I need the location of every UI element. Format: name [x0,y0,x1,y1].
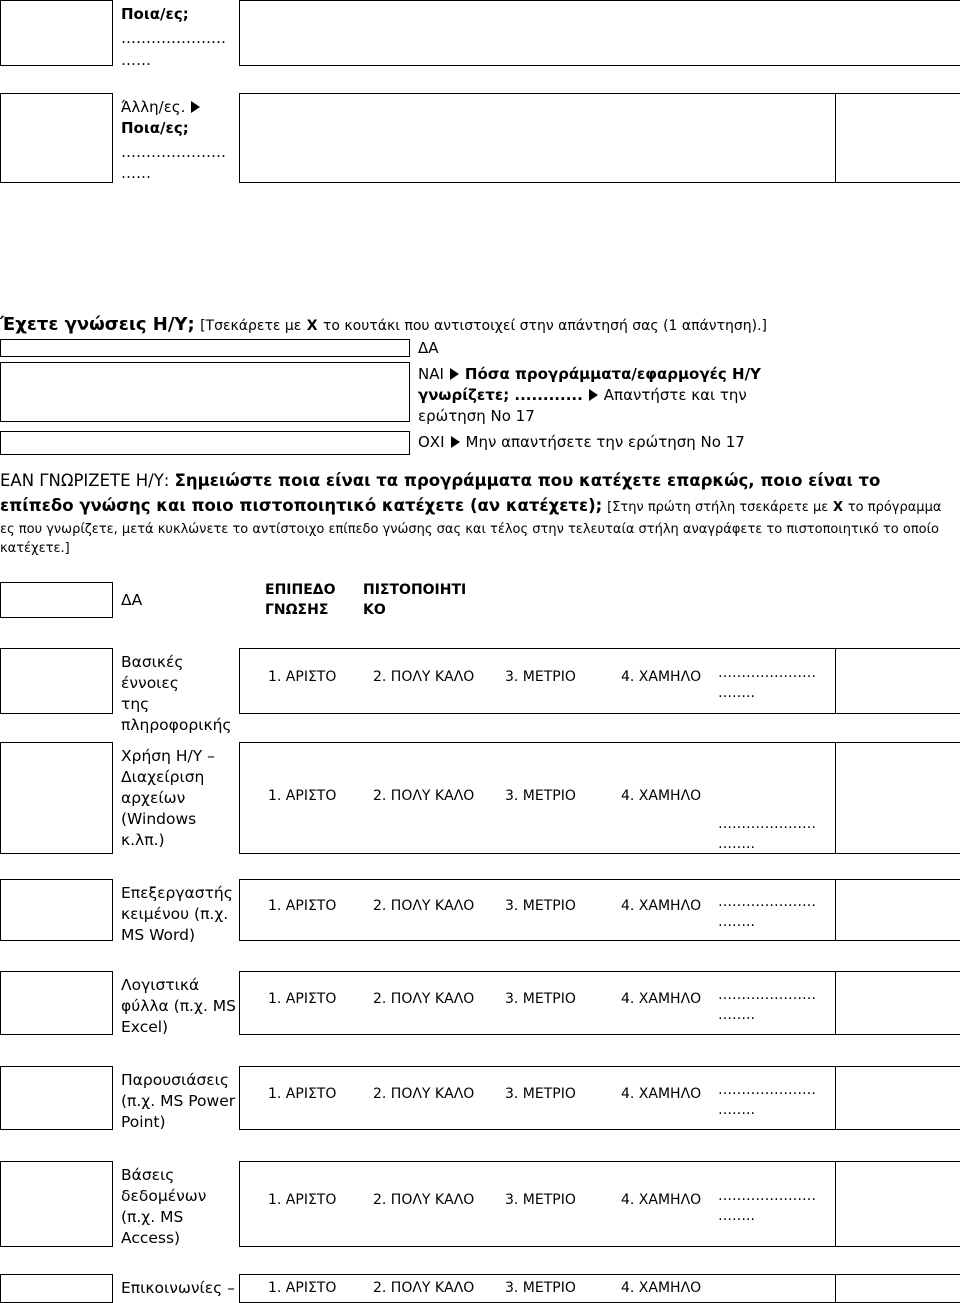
row-label-line: αρχείων [121,789,186,807]
row-label-line: Excel) [121,1018,169,1036]
row-label-line: κ.λπ.) [121,831,165,849]
other-right-box-left [239,93,240,183]
row-right-box [239,1066,960,1130]
other-dots-2: …… [121,164,151,182]
row-label-line: MS Word) [121,926,196,944]
row-label [121,883,239,946]
cert-field-dots[interactable]: ………………… [718,894,816,910]
cert-field-dots-2: …….. [718,1007,755,1023]
other-cert-cell-left [835,93,836,183]
arrow-right-icon [191,101,200,113]
row-checkbox[interactable] [0,1066,113,1130]
row-label [121,1165,239,1249]
level-2-option[interactable]: 2. ΠΟΛΥ ΚΑΛΟ [373,1192,475,1208]
row-label-line: Επεξεργαστής [121,884,233,902]
header-level-1: ΕΠΙΠΕΔΟ [265,582,336,598]
yes-option-line2: γνωρίζετε; ............ Απαντήστε και την [418,386,747,404]
cert-field-dots[interactable]: ………………… [718,987,816,1003]
cert-field-dots[interactable]: ………………… [718,816,816,832]
checkbox-other[interactable] [0,93,113,183]
other-dots-1: ………………… [121,143,226,161]
row-cert-cell-left [835,1274,836,1303]
row-label-line: Λογιστικά [121,976,200,994]
cert-field-dots-2: …….. [718,914,755,930]
row-label-line: Βασικές έννοιες [121,653,184,692]
row-label-line: (π.χ. MS Power [121,1092,236,1110]
level-2-option[interactable]: 2. ΠΟΛΥ ΚΑΛΟ [373,788,475,804]
level-1-option[interactable]: 1. ΑΡΙΣΤΟ [268,1280,337,1296]
level-4-option[interactable]: 4. ΧΑΜΗΛΟ [621,1280,702,1296]
level-2-option[interactable]: 2. ΠΟΛΥ ΚΑΛΟ [373,1280,475,1296]
level-2-option[interactable]: 2. ΠΟΛΥ ΚΑΛΟ [373,1086,475,1102]
level-3-option[interactable]: 3. ΜΕΤΡΙΟ [505,898,576,914]
row-right-box [239,1161,960,1247]
other-which-label: Ποια/ες; [121,119,189,137]
cert-field-dots-2: …….. [718,1208,755,1224]
row-label [121,746,239,851]
row-label-line: Διαχείριση [121,768,205,786]
row-label-line: Point) [121,1113,166,1131]
cert-field-dots[interactable]: ………………… [718,1188,816,1204]
level-1-option[interactable]: 1. ΑΡΙΣΤΟ [268,669,337,685]
checkbox-yes[interactable] [0,362,410,422]
row-right-box [239,971,960,1035]
knowledge-question: Έχετε γνώσεις Η/Υ; [Τσεκάρετε με X το κουτάκι που αντιστοιχεί στην απάντησή σας (1 απάντηση).] [0,314,768,335]
row-checkbox[interactable] [0,971,113,1035]
level-3-option[interactable]: 3. ΜΕΤΡΙΟ [505,1280,576,1296]
row-label [121,975,239,1038]
row-right-box [239,742,960,854]
level-3-option[interactable]: 3. ΜΕΤΡΙΟ [505,991,576,1007]
which-label: Ποια/ες; [121,5,189,23]
row-label-line: κειμένου (π.χ. [121,905,229,923]
row-label-line: Επικοινωνίες – [121,1279,235,1297]
row-cert-cell-left [835,971,836,1035]
row-cert-cell-left [835,1161,836,1247]
row-label-line: πληροφορικής [121,716,232,734]
level-3-option[interactable]: 3. ΜΕΤΡΙΟ [505,788,576,804]
level-4-option[interactable]: 4. ΧΑΜΗΛΟ [621,1086,702,1102]
yes-option-line3: ερώτηση Νο 17 [418,407,535,425]
cert-field-dots-2: …….. [718,1102,755,1118]
row-checkbox[interactable] [0,1161,113,1247]
row-label [121,652,239,736]
checkbox-which-1[interactable] [0,0,113,66]
level-4-option[interactable]: 4. ΧΑΜΗΛΟ [621,1192,702,1208]
level-4-option[interactable]: 4. ΧΑΜΗΛΟ [621,991,702,1007]
row-checkbox[interactable] [0,1274,113,1303]
row-label [121,1278,239,1299]
row-label-line: της [121,695,150,713]
which-dots-1: ………………… [121,29,226,47]
level-1-option[interactable]: 1. ΑΡΙΣΤΟ [268,991,337,1007]
header-checkbox-cell [0,582,113,618]
which-dots-2: …… [121,51,151,69]
level-3-option[interactable]: 3. ΜΕΤΡΙΟ [505,1192,576,1208]
cert-field-dots[interactable]: ………………… [718,665,816,681]
instructions-line1: ΕΑΝ ΓΝΩΡΙΖΕΤΕ Η/Υ: Σημειώστε ποια είναι τα προγράμματα που κατέχετε επαρκώς, ποιο είναι το [0,471,881,490]
row-cert-cell-left [835,1066,836,1130]
level-2-option[interactable]: 2. ΠΟΛΥ ΚΑΛΟ [373,991,475,1007]
row-right-box [239,1274,960,1303]
row-cert-cell-left [835,879,836,941]
arrow-right-icon [589,389,598,401]
row-checkbox[interactable] [0,879,113,941]
instructions-line3: ες που γνωρίζετε, μετά κυκλώνετε το αντίστοιχο επίπεδο γνώσης σας και τέλος στην τελευταία στήλη αναγράφετε το πιστοποιητικό το οποίο [0,522,939,537]
row-cert-cell-left [835,742,836,854]
which-right-box [239,0,960,66]
row-label-line: Βάσεις [121,1166,175,1184]
instructions-line4: κατέχετε.] [0,541,70,556]
other-right-box [239,93,960,183]
cert-field-dots[interactable]: ………………… [718,1082,816,1098]
other-label: Άλλη/ες. [121,97,206,118]
header-cert-2: ΚΟ [363,602,386,618]
level-3-option[interactable]: 3. ΜΕΤΡΙΟ [505,1086,576,1102]
row-label-line: Access) [121,1229,181,1247]
level-1-option[interactable]: 1. ΑΡΙΣΤΟ [268,898,337,914]
arrow-right-icon [451,436,460,448]
level-1-option[interactable]: 1. ΑΡΙΣΤΟ [268,788,337,804]
cert-field-dots-2: …….. [718,685,755,701]
instructions-line2: επίπεδο γνώσης και ποιο πιστοποιητικό κατέχετε (αν κατέχετε); [Στην πρώτη στήλη τσεκάρετε με X το πρόγραμμα [0,496,942,515]
level-4-option[interactable]: 4. ΧΑΜΗΛΟ [621,669,702,685]
row-label-line: (Windows [121,810,197,828]
checkbox-no[interactable] [0,431,410,455]
no-option: ΟΧΙ Μην απαντήσετε την ερώτηση Νο 17 [418,433,745,451]
row-label-line: (π.χ. MS [121,1208,184,1226]
row-right-box [239,648,960,714]
level-2-option[interactable]: 2. ΠΟΛΥ ΚΑΛΟ [373,898,475,914]
level-4-option[interactable]: 4. ΧΑΜΗΛΟ [621,788,702,804]
cert-field-dots-2: …….. [718,836,755,852]
level-3-option[interactable]: 3. ΜΕΤΡΙΟ [505,669,576,685]
header-level-2: ΓΝΩΣΗΣ [265,602,329,618]
level-2-option[interactable]: 2. ΠΟΛΥ ΚΑΛΟ [373,669,475,685]
header-da: ΔΑ [121,591,143,609]
level-1-option[interactable]: 1. ΑΡΙΣΤΟ [268,1192,337,1208]
row-checkbox[interactable] [0,648,113,714]
level-4-option[interactable]: 4. ΧΑΜΗΛΟ [621,898,702,914]
row-label-line: Χρήση Η/Υ – [121,747,215,765]
row-label-line: Παρουσιάσεις [121,1071,229,1089]
row-right-box [239,879,960,941]
header-cert-1: ΠΙΣΤΟΠΟΙΗΤΙ [363,582,467,598]
row-label-line: φύλλα (π.χ. MS [121,997,237,1015]
knowledge-da-label: ΔΑ [418,339,439,357]
row-label-line: δεδομένων [121,1187,207,1205]
row-checkbox[interactable] [0,742,113,854]
knowledge-header-box [0,339,410,357]
yes-option: ΝΑΙ Πόσα προγράμματα/εφαρμογές Η/Υ [418,365,761,383]
row-cert-cell-left [835,648,836,714]
level-1-option[interactable]: 1. ΑΡΙΣΤΟ [268,1086,337,1102]
row-label [121,1070,239,1133]
arrow-right-icon [450,368,459,380]
